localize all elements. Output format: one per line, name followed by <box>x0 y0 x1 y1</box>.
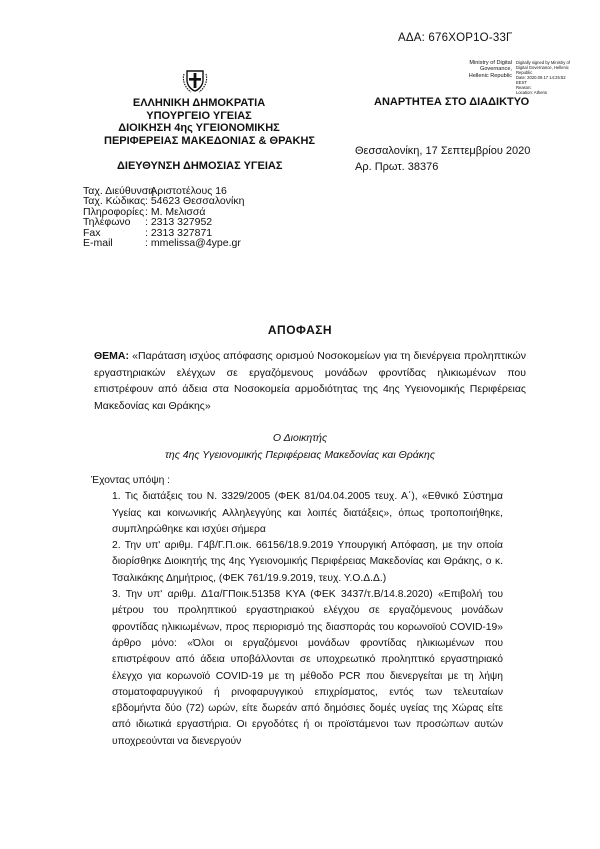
signature-detail-line: Location: Athens <box>516 90 547 95</box>
place-date: Θεσσαλονίκη, 17 Σεπτεμβρίου 2020 <box>355 145 531 157</box>
signature-detail-line: Reason: <box>516 85 532 90</box>
signature-issuer-line: Ministry of Digital <box>469 60 512 66</box>
contact-row <box>83 238 244 248</box>
director-block <box>0 430 600 463</box>
subject-paragraph <box>94 348 526 414</box>
digital-signature <box>452 60 582 95</box>
signature-detail-line: EEST <box>516 80 527 85</box>
contact-label: Ταχ. Διεύθυνση <box>83 185 155 197</box>
considering-item-3: 3. Την υπ' αριθμ. Δ1α/ΓΠοικ.51358 ΚΥΑ (ΦΕΚ 3437/τ.Β/14.8.2020) «Επιβολή του μέτρου του προληπτικού εργαστηριακού ελέγχου σε εργαζόμενους μονάδων φροντίδας ηλικιωμένων, προς περιορισμό της διασποράς του κορωνοϊού COVID-19» άρθρο μόνο: «Όλοι οι εργαζόμενοι μονάδων φροντίδας ηλικιωμένων που επιστρέφουν από άδεια υποβάλλονται σε υποχρεωτικό προληπτικό εργαστηριακό έλεγχο για κορωνοϊό COVID-19 με τη μέθοδο PCR που διενεργείται με τη λήψη στοματοφαρυγγικού ή ρινοφαρυγγικού επιχρίσματος, εντός των τελευταίων εβδομήντα δύο (72) ωρών, είτε δωρεάν από δημόσιες δομές υγείας της Χώρας είτε από ιδιωτικά εργαστήρια. Οι εργοδότες ή οι προϊστάμενοι των προσώπων αυτών υποχρεούνται να διενεργούν <box>112 589 503 747</box>
contact-label: Fax <box>83 226 101 239</box>
signature-detail-line: Republic <box>516 70 533 75</box>
contact-label: E-mail <box>83 236 113 249</box>
subject-text: «Παράταση ισχύος απόφασης ορισμού Νοσοκομείων για τη διενέργεια προληπτικών εργαστηριακών ελέγχων σε εργαζόμενους μονάδων φροντίδας ηλικιωμένων που επιστρέφουν από άδεια στα Νοσοκομεία αρμοδιότητας της 4ης Υγειονομικής Περιφέρειας Μακεδονίας και Θράκης» <box>94 350 526 412</box>
department-name: ΔΙΕΥΘΥΝΣΗ ΔΗΜΟΣΙΑΣ ΥΓΕΙΑΣ <box>117 160 283 172</box>
signature-issuer-line: Governance, <box>479 66 512 73</box>
contact-value: : 2313 327952 <box>145 216 213 229</box>
issuer-header <box>104 97 316 147</box>
contact-value: : 2313 327871 <box>145 226 213 239</box>
signature-issuer-line: Hellenic Republic <box>468 72 512 79</box>
signature-details <box>516 60 586 95</box>
signature-detail-line: Date: 2020.09.17 14:25:52 <box>516 75 566 80</box>
signature-detail-line: Digital Governance, Hellenic <box>516 65 569 70</box>
considering-item-2: 2. Την υπ' αριθμ. Γ4β/Γ.Π.οικ. 66156/18.9.2019 Υπουργική Απόφαση, με την οποία διορίσθηκε Διοικητής της 4ης Υγειονομικής Περιφέρειας Μακεδονίας και Θράκης, ο κ. Τσαλικάκης Δημήτριος, (ΦΕΚ 761/19.9.2019, τευχ. Υ.Ο.Δ.Δ.) <box>112 540 503 584</box>
considering-item-1: 1. Τις διατάξεις του Ν. 3329/2005 (ΦΕΚ 81/04.04.2005 τευχ. Α΄), «Εθνικό Σύστημα Υγείας και κοινωνικής Αλληλεγγύης και λοιπές διατάξεις», όπως τροποποιήθηκε, συμπληρώθηκε και ισχύει σήμερα <box>112 491 503 535</box>
director-region: της 4ης Υγειονομικής Περιφέρειας Μακεδονίας και Θράκης <box>164 448 435 461</box>
director-title: Ο Διοικητής <box>272 432 328 444</box>
date-protocol <box>355 143 530 175</box>
post-online-notice: ΑΝΑΡΤΗΤΕΑ ΣΤΟ ΔΙΑΔΙΚΤΥΟ <box>374 96 530 108</box>
signature-detail-line: Digitally signed by Ministry of <box>516 60 570 65</box>
contact-label: Ταχ. Κώδικας <box>83 195 146 208</box>
contact-value: : mmelissa@4ype.gr <box>145 236 241 249</box>
ada-code: ΑΔΑ: 676ΧΟΡ1Ο-33Γ <box>398 32 513 44</box>
protocol-number: Αρ. Πρωτ. 38376 <box>355 161 439 173</box>
contact-label: Πληροφορίες <box>83 205 145 218</box>
contact-details <box>83 186 244 248</box>
decision-body <box>91 473 503 750</box>
greek-coat-of-arms-icon <box>181 66 209 94</box>
contact-label: Τηλέφωνο <box>83 216 131 229</box>
contact-value: : Μ. Μελισσά <box>145 205 206 218</box>
header-country: ΕΛΛΗΝΙΚΗ ΔΗΜΟΚΡΑΤΙΑ <box>132 97 266 109</box>
header-administration: ΔΙΟΙΚΗΣΗ 4ης ΥΓΕΙΟΝΟΜΙΚΗΣ <box>118 122 280 134</box>
document-title: ΑΠΟΦΑΣΗ <box>267 323 333 337</box>
header-region: ΠΕΡΙΦΕΡΕΙΑΣ ΜΑΚΕΔΟΝΙΑΣ & ΘΡΑΚΗΣ <box>104 134 316 147</box>
contact-row <box>83 217 244 227</box>
signature-issuer <box>452 60 512 79</box>
subject-label: ΘΕΜΑ: <box>94 350 129 362</box>
header-ministry: ΥΠΟΥΡΓΕΙΟ ΥΓΕΙΑΣ <box>146 109 252 122</box>
contact-value: : 54623 Θεσσαλονίκη <box>145 195 245 208</box>
considering-intro: Έχοντας υπόψη : <box>91 475 171 486</box>
contact-value: : Αριστοτέλους 16 <box>145 185 227 197</box>
